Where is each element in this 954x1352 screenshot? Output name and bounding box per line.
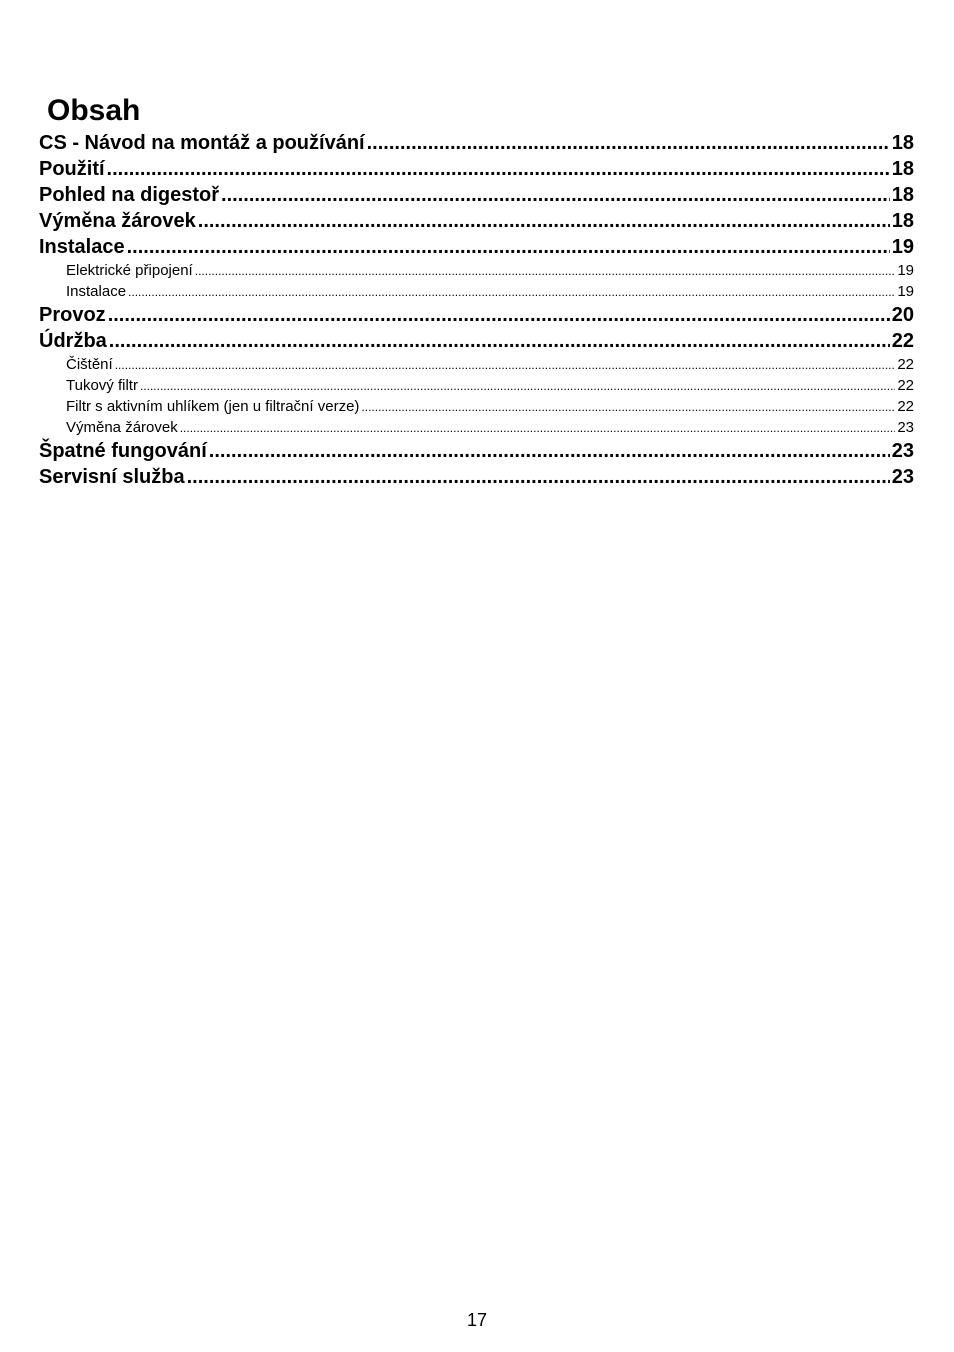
toc-entry-label: Výměna žárovek (66, 419, 178, 436)
dot-leader (127, 234, 890, 260)
dot-leader (108, 302, 890, 328)
dot-leader (140, 376, 895, 396)
toc-entry-page: 22 (897, 356, 914, 373)
dot-leader (128, 282, 895, 302)
toc-entry-label: Špatné fungování (39, 440, 207, 462)
toc-entry-label: CS - Návod na montáž a používání (39, 132, 365, 154)
toc-entry-pouziti[interactable] (39, 156, 914, 182)
toc-entry-label: Čištění (66, 356, 113, 373)
dot-leader (221, 182, 890, 208)
toc-entry-spatne-fungovani[interactable] (39, 438, 914, 464)
toc-entry-label: Výměna žárovek (39, 210, 196, 232)
toc-entry-page: 23 (897, 419, 914, 436)
toc-entry-page: 19 (891, 236, 914, 258)
toc-entry-label: Servisní služba (39, 466, 185, 488)
table-of-contents (39, 130, 914, 490)
dot-leader (107, 156, 890, 182)
toc-entry-servisni-sluzba[interactable] (39, 464, 914, 490)
toc-subentry-cisteni[interactable] (39, 354, 914, 375)
toc-subentry-filtr-uhlik[interactable] (39, 396, 914, 417)
toc-entry-label: Elektrické připojení (66, 262, 193, 279)
toc-subentry-instalace[interactable] (39, 281, 914, 302)
dot-leader (109, 328, 890, 354)
toc-entry-page: 18 (891, 184, 914, 206)
dot-leader (209, 438, 890, 464)
toc-entry-provoz[interactable] (39, 302, 914, 328)
dot-leader (198, 208, 890, 234)
toc-entry-label: Použití (39, 158, 105, 180)
toc-entry-vymena-zarovek[interactable] (39, 208, 914, 234)
toc-entry-page: 18 (891, 158, 914, 180)
page-number: 17 (466, 1310, 488, 1330)
toc-entry-udrzba[interactable] (39, 328, 914, 354)
toc-entry-label: Pohled na digestoř (39, 184, 220, 206)
toc-subentry-vymena-zarovek[interactable] (39, 417, 914, 438)
toc-entry-page: 18 (891, 210, 914, 232)
toc-subentry-tukovy-filtr[interactable] (39, 375, 914, 396)
toc-entry-label: Údržba (39, 330, 107, 352)
toc-entry-page: 23 (891, 466, 914, 488)
dot-leader (180, 418, 896, 438)
dot-leader (195, 261, 896, 281)
toc-entry-pohled[interactable] (39, 182, 914, 208)
toc-entry-page: 22 (891, 330, 914, 352)
toc-entry-page: 19 (897, 262, 914, 279)
toc-subentry-elektricke-pripojeni[interactable] (39, 260, 914, 281)
page-title: Obsah (47, 94, 141, 127)
dot-leader (115, 355, 896, 375)
toc-entry-page: 22 (897, 377, 914, 394)
dot-leader (187, 464, 890, 490)
toc-entry-label: Provoz (39, 304, 106, 326)
toc-entry-label: Instalace (39, 236, 125, 258)
toc-entry-page: 22 (897, 398, 914, 415)
toc-entry-label: Filtr s aktivním uhlíkem (jen u filtrační verze) (66, 398, 360, 415)
toc-entry-label: Tukový filtr (66, 377, 138, 394)
toc-entry-navod[interactable] (39, 130, 914, 156)
dot-leader (361, 397, 895, 417)
toc-entry-instalace[interactable] (39, 234, 914, 260)
toc-entry-page: 23 (891, 440, 914, 462)
toc-entry-label: Instalace (66, 283, 127, 300)
toc-entry-page: 20 (891, 304, 914, 326)
toc-entry-page: 18 (891, 132, 914, 154)
dot-leader (367, 130, 890, 156)
toc-entry-page: 19 (897, 283, 914, 300)
